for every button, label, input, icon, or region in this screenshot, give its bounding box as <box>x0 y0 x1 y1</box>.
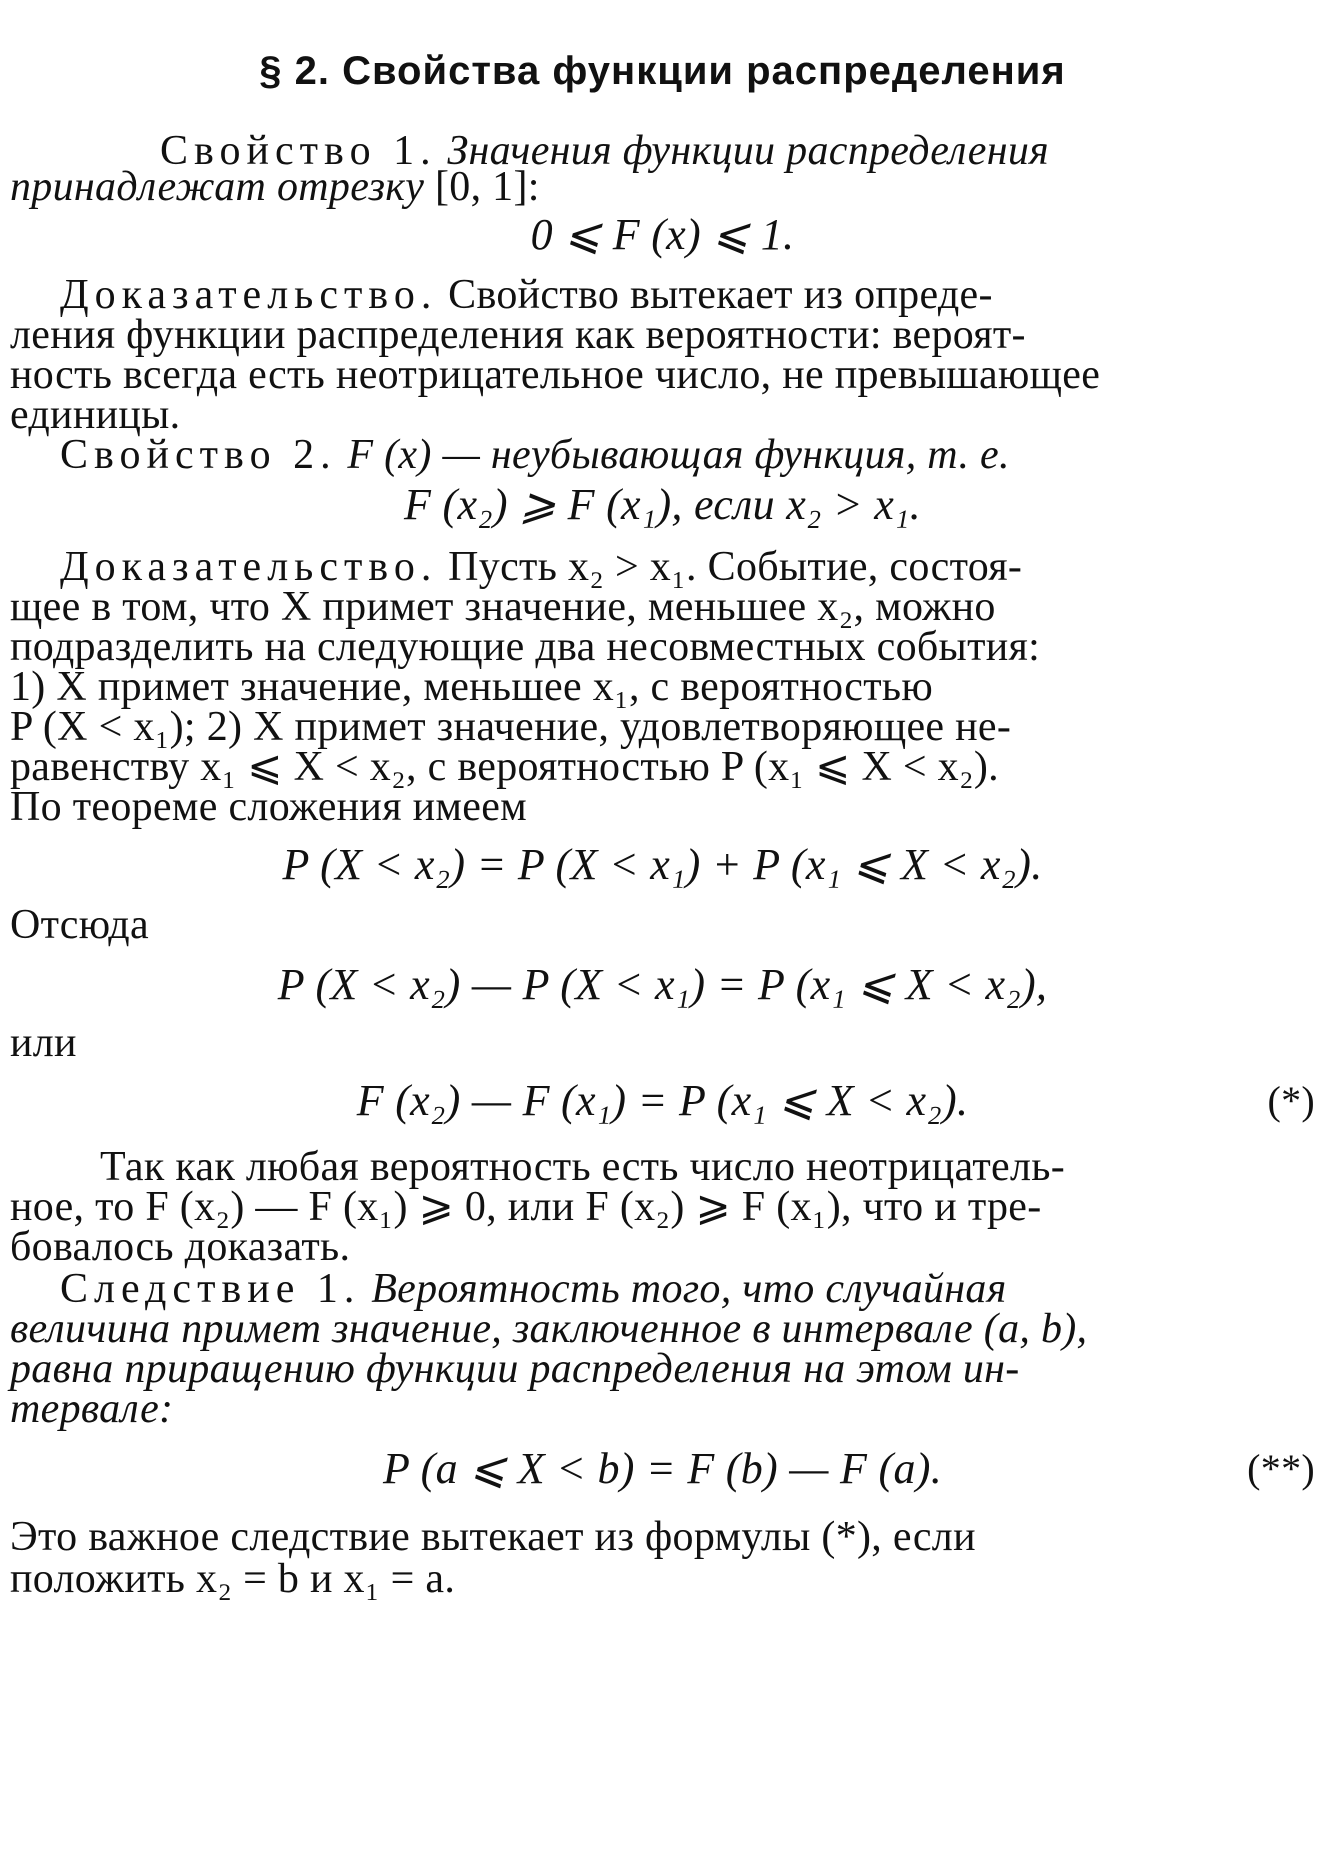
proof-2-formula-2: P (X < x₂) — P (X < x₁) = P (x₁ ⩽ X < x₂), <box>277 960 1048 1009</box>
property-1-text-b: принадлежат отрезку <box>10 164 425 210</box>
proof-1-line-2: ления функции распределения как вероятности: вероят- <box>10 312 1026 358</box>
property-1-label: Свойство 1. <box>160 128 437 174</box>
word-hence: Отсюда <box>10 902 149 948</box>
property-1-formula: 0 ⩽ F (x) ⩽ 1. <box>530 210 795 259</box>
property-2-line <box>10 428 1315 482</box>
corollary-1-formula-row <box>10 1442 1315 1496</box>
corollary-1-after-2: положить x₂ = b и x₁ = a. <box>10 1556 456 1602</box>
proof-2-line-2: щее в том, что X примет значение, меньшее x₂, можно <box>10 584 996 630</box>
corollary-1-label: Следствие 1. <box>60 1266 361 1312</box>
proof-2-line-4: 1) X примет значение, меньшее x₁, с вероятностью <box>10 664 934 710</box>
section-heading: § 2. Свойства функции распределения <box>259 49 1066 93</box>
conclusion-line-2: ное, то F (x₂) — F (x₁) ⩾ 0, или F (x₂) ⩾ F (x₁), что и тре- <box>10 1184 1042 1230</box>
proof-2-label: Доказательство. <box>60 544 438 590</box>
word-or: или <box>10 1020 77 1066</box>
proof-2-line-6: равенству x₁ ⩽ X < x₂, с вероятностью P (x₁ ⩽ X < x₂). <box>10 744 999 790</box>
proof-2-line-5: P (X < x₁); 2) X примет значение, удовлетворяющее не- <box>10 704 1012 750</box>
corollary-1-line-4: тервале: <box>10 1386 174 1432</box>
proof-2-line-3: подразделить на следующие два несовместных события: <box>10 624 1041 670</box>
proof-2-formula-3-row <box>10 1074 1315 1128</box>
proof-1-text-1: Свойство вытекает из опреде- <box>448 272 993 318</box>
property-1-text-a: Значения функции распределения <box>447 128 1050 174</box>
proof-2-formula-3: F (x₂) — F (x₁) = P (x₁ ⩽ X < x₂). <box>356 1076 969 1125</box>
proof-1-line-4: единицы. <box>10 392 181 438</box>
proof-2-line-7: По теореме сложения имеем <box>10 784 528 830</box>
corollary-1-formula: P (a ⩽ X < b) = F (b) — F (a). <box>383 1444 942 1493</box>
property-1-interval: [0, 1]: <box>435 164 540 210</box>
proof-1-line-3: ность всегда есть неотрицательное число, не превышающее <box>10 352 1101 398</box>
property-1-line-2 <box>10 160 1315 214</box>
corollary-1-text-1: Вероятность того, что случайная <box>371 1266 1007 1312</box>
property-2-formula: F (x₂) ⩾ F (x₁), если x₂ > x₁. <box>404 480 921 529</box>
corollary-1-line-2: величина примет значение, заключенное в интервале (a, b), <box>10 1306 1088 1352</box>
corollary-1-after-1: Это важное следствие вытекает из формулы (*), если <box>10 1514 976 1560</box>
corollary-1-line-3: равна приращению функции распределения на этом ин- <box>10 1346 1020 1392</box>
conclusion-line-1: Так как любая вероятность есть число неотрицатель- <box>100 1144 1065 1190</box>
proof-2-formula-1: P (X < x₂) = P (X < x₁) + P (x₁ ⩽ X < x₂). <box>282 840 1043 889</box>
property-2-label: Свойство 2. <box>60 432 337 478</box>
equation-tag-star: (*) <box>1267 1078 1315 1123</box>
textbook-page <box>10 0 1315 1858</box>
conclusion-line-3: бовалось доказать. <box>10 1224 351 1270</box>
property-2-text: F (x) — неубывающая функция, т. е. <box>347 432 1010 478</box>
equation-tag-double-star: (**) <box>1247 1446 1315 1491</box>
proof-1-label: Доказательство. <box>60 272 438 318</box>
proof-2-text-1: Пусть x₂ > x₁. Событие, состоя- <box>448 544 1023 590</box>
